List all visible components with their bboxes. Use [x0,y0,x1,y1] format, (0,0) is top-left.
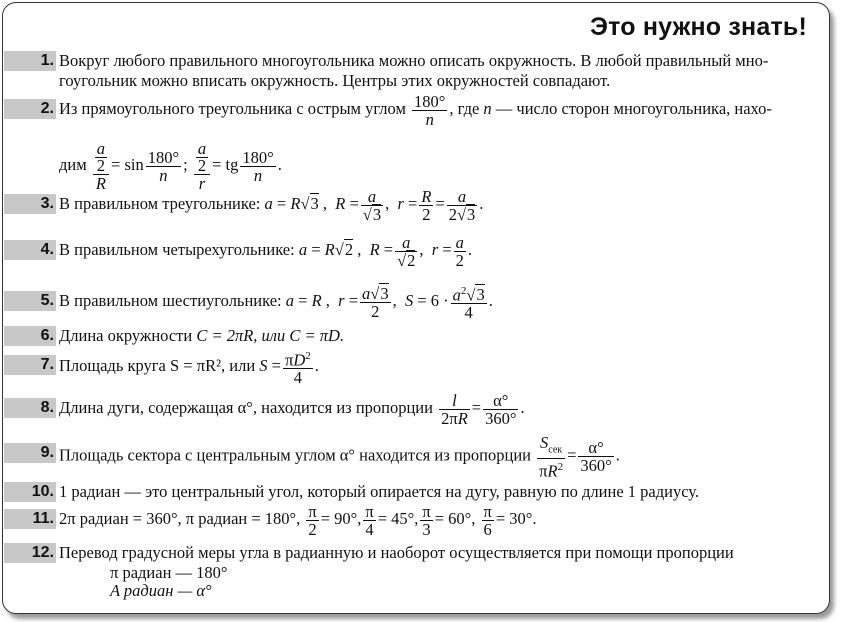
item-2-line-1 [59,90,772,128]
item-8-line: Длина дуги, содержащая α°, находится из пропорции $\frac{l}{2\pi R}$ = $\frac{\alpha^\circ}{360^\circ}$ . [59,390,525,428]
item-7-formula-a: S = πR², или [170,356,256,375]
item-2-line2-prefix: дим [59,155,87,174]
sin-fraction: $\frac{180^\circ}{n}$ [147,147,180,185]
tg-fraction: $\frac{180^\circ}{n}$ [242,147,274,185]
page-title: Это нужно знать! [590,13,807,41]
item-2-line-2: дим $\frac{\frac{a}{2}}{R}$ = sin $\frac{180^\circ}{n}$ ; $\frac{\frac{a}{2}}{r}$ = tg $\frac{180^\circ}{n}$ . [59,138,282,193]
item-5-number: 5. [40,292,54,309]
item-5-line: В правильном шестиугольнике: a = R , r = $\frac{a√3}{2}$ , S = 6 · $\frac{a^2√3}{4}$ . [59,283,493,323]
item-7-number: 7. [40,356,54,373]
item-12-proportion-row-2: A радиан — α° [110,581,212,600]
item-11-number: 11. [32,510,54,527]
item-11-text: 2π радиан = 360°, π радиан = 180°, [59,509,301,528]
half-a-over-r-fraction: $\frac{\frac{a}{2}}{R}$ [93,141,109,192]
fraction-denominator: n [425,109,434,129]
item-12-number: 12. [31,544,54,561]
item-1-line-2: гоугольник можно вписать окружность. Центры этих окружностей совпадают. [59,71,611,90]
item-8-number: 8. [40,399,54,416]
item-6-line [59,326,344,346]
item-6-formula: C = 2πR, или C = πD. [196,326,345,345]
item-12-proportion-row-1: π радиан — 180° [110,563,228,582]
item-11-line: 2π радиан = 360°, π радиан = 180°, $\frac{\pi}{2}$ = 90°, $\frac{\pi}{4}$ = 45°, $\frac{\pi}{3}$ = 60°, $\frac{\pi}{6}$ = 30°. [59,501,537,539]
item-4-number: 4. [40,241,54,258]
item-9-line: Площадь сектора с центральным углом α° находится из пропорции $S_{сек}$ $\pi R^2$ = $\frac{\alpha^\circ}{360^\circ}$ . [59,433,620,481]
item-2-text-b: , где [449,99,480,118]
item-10-line: 1 радиан — это центральный угол, который опирается на дугу, равную по длине 1 радиусу. [59,482,700,501]
item-2-var-n: n [483,99,492,118]
item-1-line-1: Вокруг любого правильного многоугольника можно описать окружность. В любой правильный мно- [59,51,769,70]
item-2-number: 2. [40,100,54,117]
item-3-line: В правильном треугольнике: a = R√3 , R = $\frac{a}{√3}$ , r = $\frac{R}{2}$ = $\frac{a}{2√3}$ . [59,186,484,224]
item-3-text: В правильном треугольнике: [59,194,261,213]
item-12-line: Перевод градусной меры угла в радианную и наоборот осуществляется при помощи пропорции [59,543,734,562]
item-10-number: 10. [31,483,54,500]
fraction-numerator: 180° [414,91,446,111]
item-4-text: В правильном четырехугольнике: [59,240,295,259]
item-7-line: Площадь круга S = πR², или S = $\frac{\pi D^2}{4}$ . [59,349,319,388]
item-5-text: В правильном шестиугольнике: [59,291,282,310]
item-1-number: 1. [40,52,54,69]
item-6-number: 6. [40,327,54,344]
item-3-number: 3. [40,195,54,212]
item-7-text: Площадь круга [59,356,166,375]
item-2-angle-fraction [412,93,447,128]
item-2-text-a: Из прямоугольного треугольника с острым углом [59,99,406,118]
item-8-text: Длина дуги, содержащая α°, находится из пропорции [59,398,433,417]
item-4-line: В правильном четырехугольнике: a = R√2 , R = $\frac{a}{√2}$ , r = $\frac{a}{2}$ . [59,232,473,270]
item-9-number: 9. [40,444,54,461]
half-a-over-r-small-fraction: $\frac{\frac{a}{2}}{r}$ [194,141,210,192]
item-6-text: Длина окружности [59,326,193,345]
item-9-text: Площадь сектора с центральным углом α° находится из пропорции [59,445,531,465]
item-2-text-c: — число сторон многоугольника, нахо- [495,99,772,118]
